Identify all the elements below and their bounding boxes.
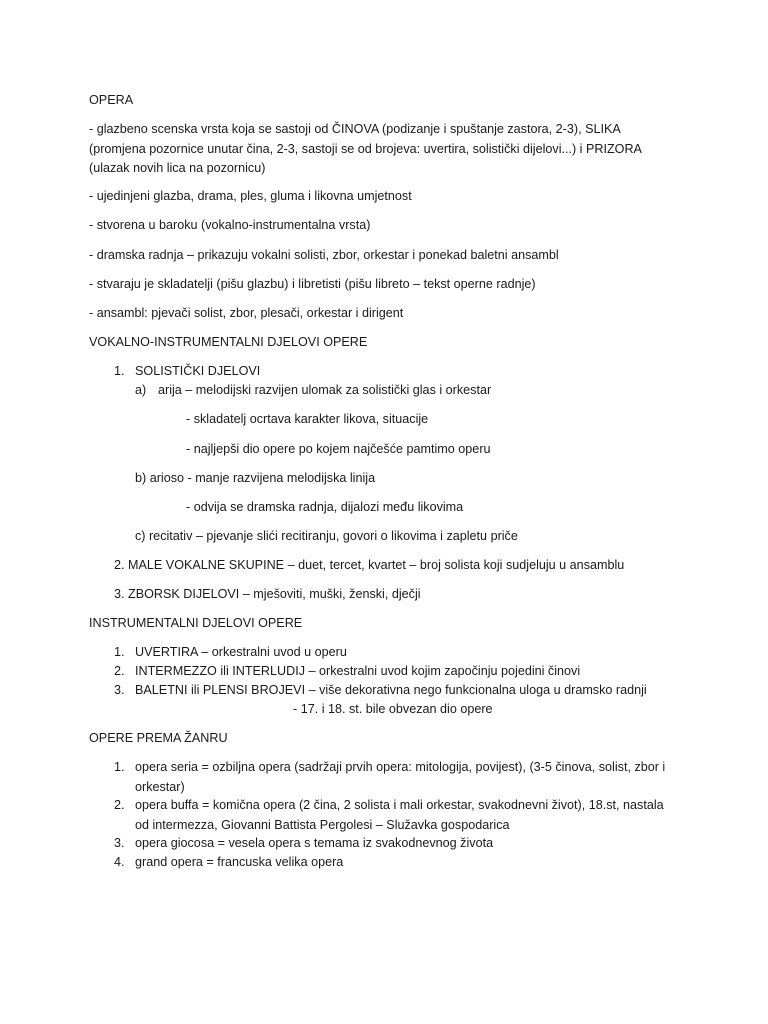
intro-paragraph-4: - dramska radnja – prikazuju vokalni solisti, zbor, orkestar i ponekad baletni ansambl (89, 248, 559, 262)
vocal-item-1-number: 1. (114, 364, 125, 378)
sub-item-b-detail-1: - odvija se dramska radnja, dijalozi među likovima (186, 500, 464, 514)
genre-item-2-number: 2. (114, 798, 125, 812)
intro-paragraph-5: - stvaraju je skladatelji (pišu glazbu) i libretisti (pišu libreto – tekst operne radnje) (89, 277, 536, 291)
document-title: OPERA (89, 93, 134, 107)
intro-paragraph-6: - ansambl: pjevači solist, zbor, plesači, orkestar i dirigent (89, 306, 404, 320)
sub-item-b-text: b) arioso - manje razvijena melodijska linija (135, 471, 376, 485)
genre-item-4-text: grand opera = francuska velika opera (135, 855, 344, 869)
instrumental-note: - 17. i 18. st. bile obvezan dio opere (293, 702, 493, 716)
genre-item-3-number: 3. (114, 836, 125, 850)
instrumental-item-2-text: INTERMEZZO ili INTERLUDIJ – orkestralni uvod kojim započinju pojedini činovi (135, 664, 581, 678)
vocal-section-heading: VOKALNO-INSTRUMENTALNI DJELOVI OPERE (89, 335, 368, 349)
sub-item-a-detail-2: - najljepši dio opere po kojem najčešće pamtimo operu (186, 442, 491, 456)
instrumental-item-1-text: UVERTIRA – orkestralni uvod u operu (135, 645, 347, 659)
instrumental-section-heading: INSTRUMENTALNI DJELOVI OPERE (89, 616, 303, 630)
instrumental-item-3-text: BALETNI ili PLENSI BROJEVI – više dekorativna nego funkcionalna uloga u dramsko radnji (135, 683, 647, 697)
genre-item-1-text: opera seria = ozbiljna opera (sadržaji prvih opera: mitologija, povijest), (3-5 činova, solist, zbor i orkestar) (135, 760, 666, 794)
sub-item-a-detail-1: - skladatelj ocrtava karakter likova, situacije (186, 412, 429, 426)
intro-paragraph-1: - glazbeno scenska vrsta koja se sastoji od ČINOVA (podizanje i spuštanje zastora, 2-3), SLIKA (promjena pozornice unutar čina, 2-3, sastoji se od brojeva: uvertira, solistički dijelovi...) i PRIZORA (ulazak novih lica na pozornicu) (89, 122, 642, 175)
instrumental-item-3-number: 3. (114, 683, 125, 697)
vocal-item-2: 2. MALE VOKALNE SKUPINE – duet, tercet, kvartet – broj solista koji sudjeluju u ansamblu (114, 558, 625, 572)
vocal-item-1-label: SOLISTIČKI DJELOVI (135, 364, 261, 378)
genre-item-4-number: 4. (114, 855, 125, 869)
instrumental-item-2-number: 2. (114, 664, 125, 678)
sub-item-a-letter: a) (135, 383, 147, 397)
genres-section-heading: OPERE PREMA ŽANRU (89, 731, 228, 745)
genre-item-2-text: opera buffa = komična opera (2 čina, 2 solista i mali orkestar, svakodnevni život), 18.st, nastala od intermezza, Giovanni Battista Pergolesi – Služavka gospodarica (135, 798, 664, 832)
intro-paragraph-2: - ujedinjeni glazba, drama, ples, gluma i likovna umjetnost (89, 189, 412, 203)
genre-item-3-text: opera giocosa = vesela opera s temama iz svakodnevnog života (135, 836, 494, 850)
instrumental-item-1-number: 1. (114, 645, 125, 659)
vocal-item-3: 3. ZBORSK DIJELOVI – mješoviti, muški, ženski, dječji (114, 587, 421, 601)
sub-item-a-text: arija – melodijski razvijen ulomak za solistički glas i orkestar (158, 383, 492, 397)
intro-paragraph-3: - stvorena u baroku (vokalno-instrumentalna vrsta) (89, 218, 371, 232)
genre-item-1-number: 1. (114, 760, 125, 774)
sub-item-c-text: c) recitativ – pjevanje slići recitiranju, govori o likovima i zapletu priče (135, 529, 518, 543)
